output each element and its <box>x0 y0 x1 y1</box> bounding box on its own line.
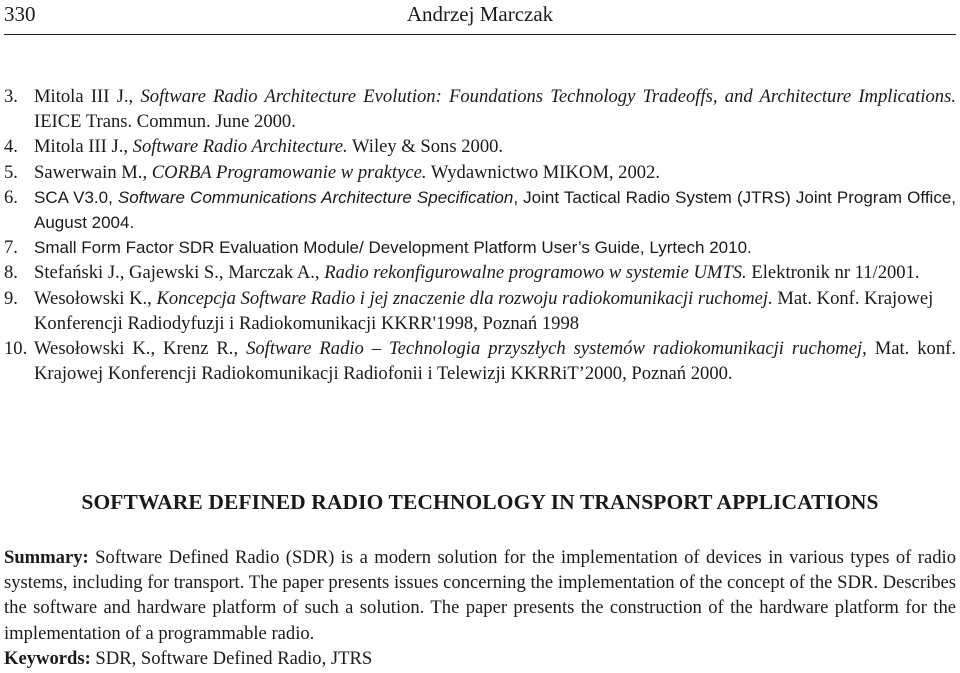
reference-authors: Wesołowski K., <box>34 287 152 309</box>
reference-authors: Stefański J., Gajewski S., Marczak A., <box>34 262 320 284</box>
reference-item <box>4 185 956 235</box>
keywords-text: SDR, Software Defined Radio, JTRS <box>95 647 373 669</box>
reference-details: Elektronik nr 11/2001. <box>751 262 920 284</box>
page-header <box>0 0 960 36</box>
reference-number: 4. <box>4 136 18 158</box>
reference-item <box>4 84 956 134</box>
reference-item <box>4 336 956 386</box>
reference-item <box>4 160 956 185</box>
reference-number: 6. <box>4 186 18 208</box>
reference-item <box>4 235 956 260</box>
reference-item <box>4 260 956 285</box>
summary-paragraph <box>4 545 956 646</box>
reference-number: 8. <box>4 262 18 284</box>
keywords-line <box>4 646 956 671</box>
reference-authors: SCA V3.0, <box>34 187 113 207</box>
reference-details: Mat. Konf. Krajowej Konferencji Radiodyfuzji i Radiokomunikacji KKRR'1998, Poznań 1998 <box>34 287 934 334</box>
reference-title: Koncepcja Software Radio i jej znaczenie dla rozwoju radiokomunikacji ruchomej. <box>156 287 773 309</box>
reference-details: , Joint Tactical Radio System (JTRS) Joint Program Office, August 2004. <box>34 187 956 233</box>
reference-number: 5. <box>4 161 18 183</box>
running-head-author: Andrzej Marczak <box>406 2 554 26</box>
reference-title: Radio rekonfigurowalne programowo w systemie UMTS. <box>324 262 747 284</box>
reference-item <box>4 286 956 336</box>
reference-details: IEICE Trans. Commun. June 2000. <box>34 111 296 133</box>
reference-title: Software Radio Architecture Evolution: Foundations Technology Tradeoffs, and Architecture Implications. <box>140 86 956 107</box>
reference-details: Wydawnictwo MIKOM, 2002. <box>430 161 661 183</box>
reference-number: 7. <box>4 237 18 259</box>
reference-authors: Wesołowski K., Krenz R., <box>34 338 239 360</box>
reference-title: CORBA Programowanie w praktyce. <box>151 161 427 183</box>
reference-title: Software Communications Architecture Specification <box>117 187 514 207</box>
keywords-label: Keywords: <box>4 647 91 669</box>
reference-authors: Mitola III J., <box>34 86 134 107</box>
abstract-block <box>4 545 956 671</box>
summary-text: Software Defined Radio (SDR) is a modern solution for the implementation of devices in various types of radio systems, including for transport. The paper presents issues concerning the implementation of the concept of the SDR. Describes the software and hardware platform of such a solution. The paper presents the construction of the hardware platform for the implementation of a programmable radio. <box>4 547 956 644</box>
english-title: SOFTWARE DEFINED RADIO TECHNOLOGY IN TRANSPORT APPLICATIONS <box>81 490 879 514</box>
reference-number: 10. <box>4 338 28 360</box>
reference-details: , Mat. konf. Krajowej Konferencji Radiokomunikacji Radiofonii i Telewizji KKRRiT’2000, Poznań 2000. <box>34 338 956 385</box>
reference-item <box>4 134 956 159</box>
reference-authors: Sawerwain M., <box>34 161 148 183</box>
reference-list <box>4 84 956 386</box>
reference-number: 9. <box>4 287 18 309</box>
reference-text: Small Form Factor SDR Evaluation Module/ Development Platform User’s Guide, Lyrtech 2010. <box>34 238 752 258</box>
summary-label: Summary: <box>4 547 89 568</box>
reference-number: 3. <box>4 86 18 107</box>
reference-details: Wiley & Sons 2000. <box>351 136 504 158</box>
reference-title: Software Radio – Technologia przyszłych systemów radiokomunikacji ruchomej <box>246 338 863 360</box>
reference-authors: Mitola III J., <box>34 136 128 158</box>
header-rule <box>4 34 956 35</box>
page-number: 330 <box>4 2 36 26</box>
reference-title: Software Radio Architecture. <box>132 136 348 158</box>
